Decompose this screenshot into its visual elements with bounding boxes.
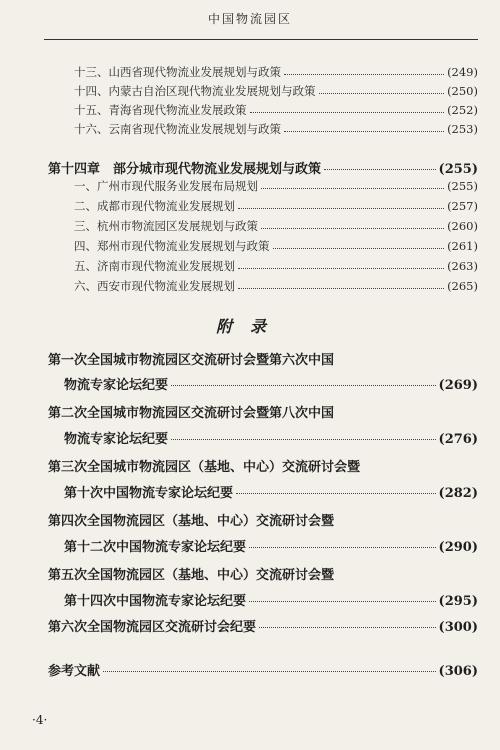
toc-entry-neimenggu: [74, 83, 478, 99]
toc-entry-page: (250): [447, 84, 478, 98]
leader-dots: [324, 169, 436, 170]
appendix-item-6: [48, 616, 478, 635]
appendix-item-2: [64, 428, 478, 447]
toc-entry-title: 三、杭州市物流园区发展规划与政策: [74, 219, 258, 233]
leader-dots: [238, 288, 444, 289]
toc-references: [48, 660, 478, 679]
page-number: ·4·: [32, 713, 48, 727]
leader-dots: [259, 627, 436, 628]
appendix-heading: 附录: [215, 317, 284, 336]
leader-dots: [319, 93, 445, 94]
toc-entry-page: (252): [447, 103, 478, 117]
toc-entry-chengdu: [74, 198, 478, 214]
references-title: 参考文献: [48, 664, 101, 679]
leader-dots: [261, 228, 444, 229]
appendix-item-2-line1: 第二次全国城市物流园区交流研讨会暨第八次中国: [48, 406, 335, 421]
appendix-item-1-line1: 第一次全国城市物流园区交流研讨会暨第六次中国: [48, 353, 335, 368]
appendix-item-4-line1: 第四次全国物流园区（基地、中心）交流研讨会暨: [48, 514, 335, 529]
toc-chapter-14: [48, 158, 478, 177]
leader-dots: [284, 74, 444, 75]
toc-entry-zhengzhou: [74, 238, 478, 254]
toc-entry-page: (253): [447, 122, 478, 136]
toc-entry-hangzhou: [74, 218, 478, 234]
leader-dots: [261, 188, 444, 189]
appendix-item-page: (300): [438, 620, 478, 635]
appendix-item-title: 第十四次中国物流专家论坛纪要: [64, 594, 247, 609]
toc-entry-jinan: [74, 258, 478, 274]
leader-dots: [273, 248, 445, 249]
toc-chapter-page: (255): [438, 162, 478, 177]
leader-dots: [171, 439, 436, 440]
toc-entry-title: 四、郑州市现代物流业发展规划与政策: [74, 239, 270, 253]
leader-dots: [236, 493, 436, 494]
toc-entry-page: (261): [447, 239, 478, 253]
leader-dots: [103, 671, 436, 672]
references-page: (306): [438, 664, 478, 679]
leader-dots: [249, 601, 436, 602]
toc-entry-qinghai: [74, 102, 478, 118]
toc-chapter-title: 第十四章 部分城市现代物流业发展规划与政策: [48, 162, 322, 177]
toc-entry-title: 十六、云南省现代物流业发展规划与政策: [74, 122, 281, 136]
toc-entry-page: (263): [447, 259, 478, 273]
toc-entry-title: 二、成都市现代物流业发展规划: [74, 199, 235, 213]
appendix-item-page: (282): [438, 486, 478, 501]
appendix-item-3-line1: 第三次全国城市物流园区（基地、中心）交流研讨会暨: [48, 460, 361, 475]
leader-dots: [284, 131, 444, 132]
appendix-item-4: [64, 536, 478, 555]
appendix-item-title: 物流专家论坛纪要: [64, 378, 169, 393]
appendix-item-page: (269): [438, 378, 478, 393]
appendix-item-5: [64, 590, 478, 609]
toc-entry-title: 一、广州市现代服务业发展布局规划: [74, 179, 258, 193]
appendix-item-page: (290): [438, 540, 478, 555]
appendix-item-5-line1: 第五次全国物流园区（基地、中心）交流研讨会暨: [48, 568, 335, 583]
toc-entry-title: 十三、山西省现代物流业发展规划与政策: [74, 65, 281, 79]
toc-entry-title: 十五、青海省现代物流业发展政策: [74, 103, 247, 117]
toc-entry-yunnan: [74, 121, 478, 137]
toc-entry-page: (255): [447, 179, 478, 193]
appendix-item-title: 第十二次中国物流专家论坛纪要: [64, 540, 247, 555]
leader-dots: [250, 112, 445, 113]
appendix-item-page: (295): [438, 594, 478, 609]
toc-entry-page: (249): [447, 65, 478, 79]
appendix-item-1: [64, 374, 478, 393]
appendix-item-page: (276): [438, 432, 478, 447]
leader-dots: [238, 208, 444, 209]
toc-entry-page: (265): [447, 279, 478, 293]
leader-dots: [238, 268, 444, 269]
running-header-title: 中国物流园区: [207, 12, 292, 26]
toc-entry-title: 六、西安市现代物流业发展规划: [74, 279, 235, 293]
toc-entry-xian: [74, 278, 478, 294]
toc-entry-shanxi: [74, 64, 478, 80]
toc-entry-title: 五、济南市现代物流业发展规划: [74, 259, 235, 273]
toc-entry-page: (260): [447, 219, 478, 233]
toc-entry-title: 十四、内蒙古自治区现代物流业发展规划与政策: [74, 84, 316, 98]
appendix-item-title: 第十次中国物流专家论坛纪要: [64, 486, 234, 501]
toc-entry-guangzhou: [74, 178, 478, 194]
appendix-item-title: 物流专家论坛纪要: [64, 432, 169, 447]
leader-dots: [171, 385, 436, 386]
appendix-item-3: [64, 482, 478, 501]
toc-entry-page: (257): [447, 199, 478, 213]
appendix-item-title: 第六次全国物流园区交流研讨会纪要: [48, 620, 257, 635]
leader-dots: [249, 547, 436, 548]
